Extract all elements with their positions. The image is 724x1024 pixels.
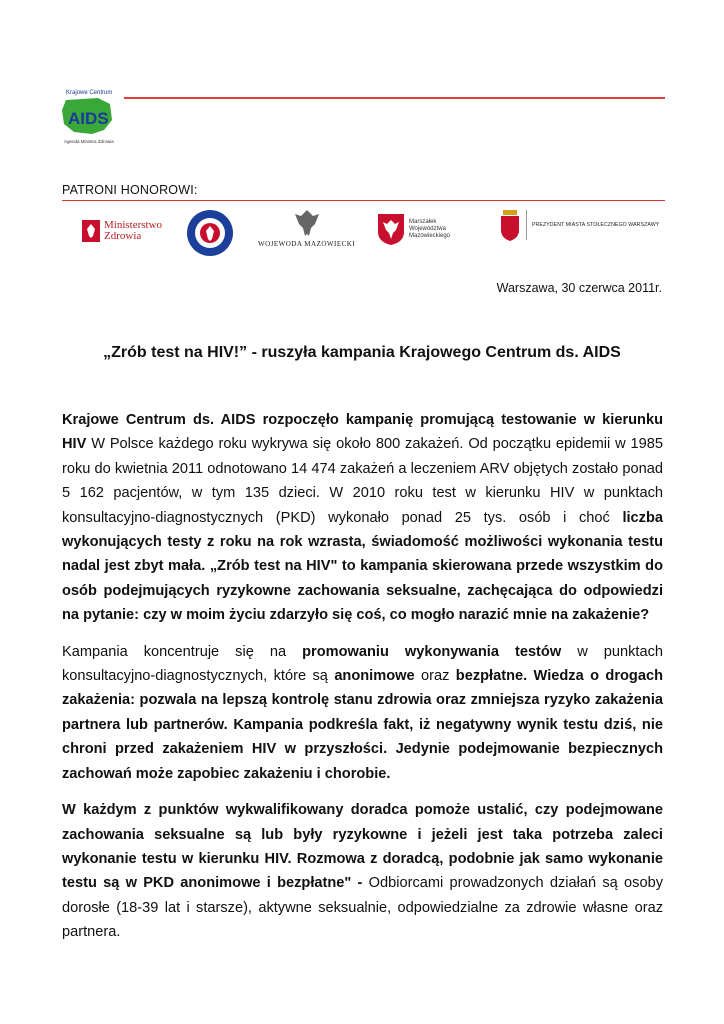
patron-logos <box>62 208 665 258</box>
patrons-divider <box>62 200 665 201</box>
document-title: „Zrób test na HIV!” - ruszyła kampania Krajowego Centrum ds. AIDS <box>103 344 621 361</box>
document-body <box>62 408 663 957</box>
p2-text-3: oraz <box>414 668 456 685</box>
prezydent-logo <box>500 208 659 242</box>
header-divider <box>124 97 665 99</box>
round-badge-logo <box>184 208 236 258</box>
p2-bold-3: bezpłatne. Wiedza o drogach zakażenia: pozwala na lepszą kontrolę stanu zdrowia oraz zmniejsza ryzyko zakażenia partnera lub partnerów. Kampania podkreśla fakt, iż negatywny wynik testu dziś, nie chroni przed zakażeniem HIV w przyszłości. Jedynie podejmowanie bezpiecznych zachowań może zapobiec zakażeniu i chorobie. <box>62 668 663 782</box>
marszalek-text: Marszałek Województwa Mazowieckiego <box>409 218 451 239</box>
document-date: Warszawa, 30 czerwca 2011r. <box>496 281 662 295</box>
ministerstwo-text: Ministerstwo Zdrowia <box>104 219 163 242</box>
kc-aids-logo-graphic <box>52 86 122 148</box>
marszalek-logo <box>376 212 455 246</box>
p2-text-1: Kampania koncentruje się na <box>62 643 303 660</box>
prezydent-text: PREZYDENT MIASTA STOŁECZNEGO WARSZAWY <box>532 222 660 228</box>
p3-text-1: Odbiorcami prowadzonych działań są osoby dorosłe (18-39 lat i starsze), aktywne seksualnie, odpowiedzialne za zdrowie własne oraz partnera. <box>62 875 663 941</box>
logo-arc-text: Krajowe Centrum <box>66 90 113 96</box>
logo-name: AIDS <box>68 109 109 128</box>
p1-text-1: W Polsce każdego roku wykrywa się około 800 zakażeń. Od początku epidemii w 1985 roku do kwietnia 2011 odnotowano 14 474 zakażeń a leczeniem ARV objętych zostało ponad 5 162 pacjentów, w tym 135 dzieci. W 2010 roku test w kierunku HIV w punktach konsultacyjno-diagnostycznych (PKD) wykonało ponad 25 tys. osób i choć <box>62 436 663 526</box>
wojewoda-text: WOJEWODA MAZOWIECKI <box>258 240 356 248</box>
p2-bold-1: promowaniu wykonywania testów <box>302 643 562 660</box>
badge-icon <box>184 208 236 258</box>
p1-bold-1: Krajowe Centrum ds. AIDS rozpoczęło kampanię promującą testowanie w kierunku HIV <box>62 412 663 453</box>
paragraph-1 <box>62 408 663 628</box>
eagle-icon <box>82 220 100 242</box>
wojewoda-logo <box>258 208 355 248</box>
ministerstwo-zdrowia-logo <box>82 220 168 242</box>
p2-text-2: w punktach konsultacyjno-diagnostycznych, które są <box>62 643 663 685</box>
warsaw-crest-icon <box>500 208 520 242</box>
p1-bold-2: liczba wykonujących testy z roku na rok wzrasta, świadomość możliwości wykonania testu nadal jest zbyt mała. „Zrób test na HIV" to kampania skierowana przede wszystkim do osób podejmujących ryzykowne zachowania seksualne, zachęcająca do odpowiedzi na pytanie: czy w moim życiu zdarzyło się coś, co mogło narazić mnie na zakażenie? <box>62 509 663 624</box>
p2-bold-2: anonimowe <box>334 668 415 685</box>
shield-icon <box>376 212 406 246</box>
kc-aids-logo <box>52 86 122 148</box>
p3-bold-1: W każdym z punktów wykwalifikowany doradca pomoże ustalić, czy podejmowane zachowania seksualne są lub były ryzykowne i jeżeli jest taka potrzeba zaleci wykonanie testu w kierunku HIV. Rozmowa z doradcą, podobnie jak samo wykonanie testu są w PKD anonimowe i bezpłatne" - <box>62 802 663 892</box>
paragraph-3 <box>62 798 663 944</box>
eagle-icon <box>293 208 321 238</box>
logo-caption: Agenda Ministra Zdrowia <box>64 139 114 144</box>
paragraph-2 <box>62 640 663 786</box>
patrons-heading: PATRONI HONOROWI: <box>62 183 198 197</box>
